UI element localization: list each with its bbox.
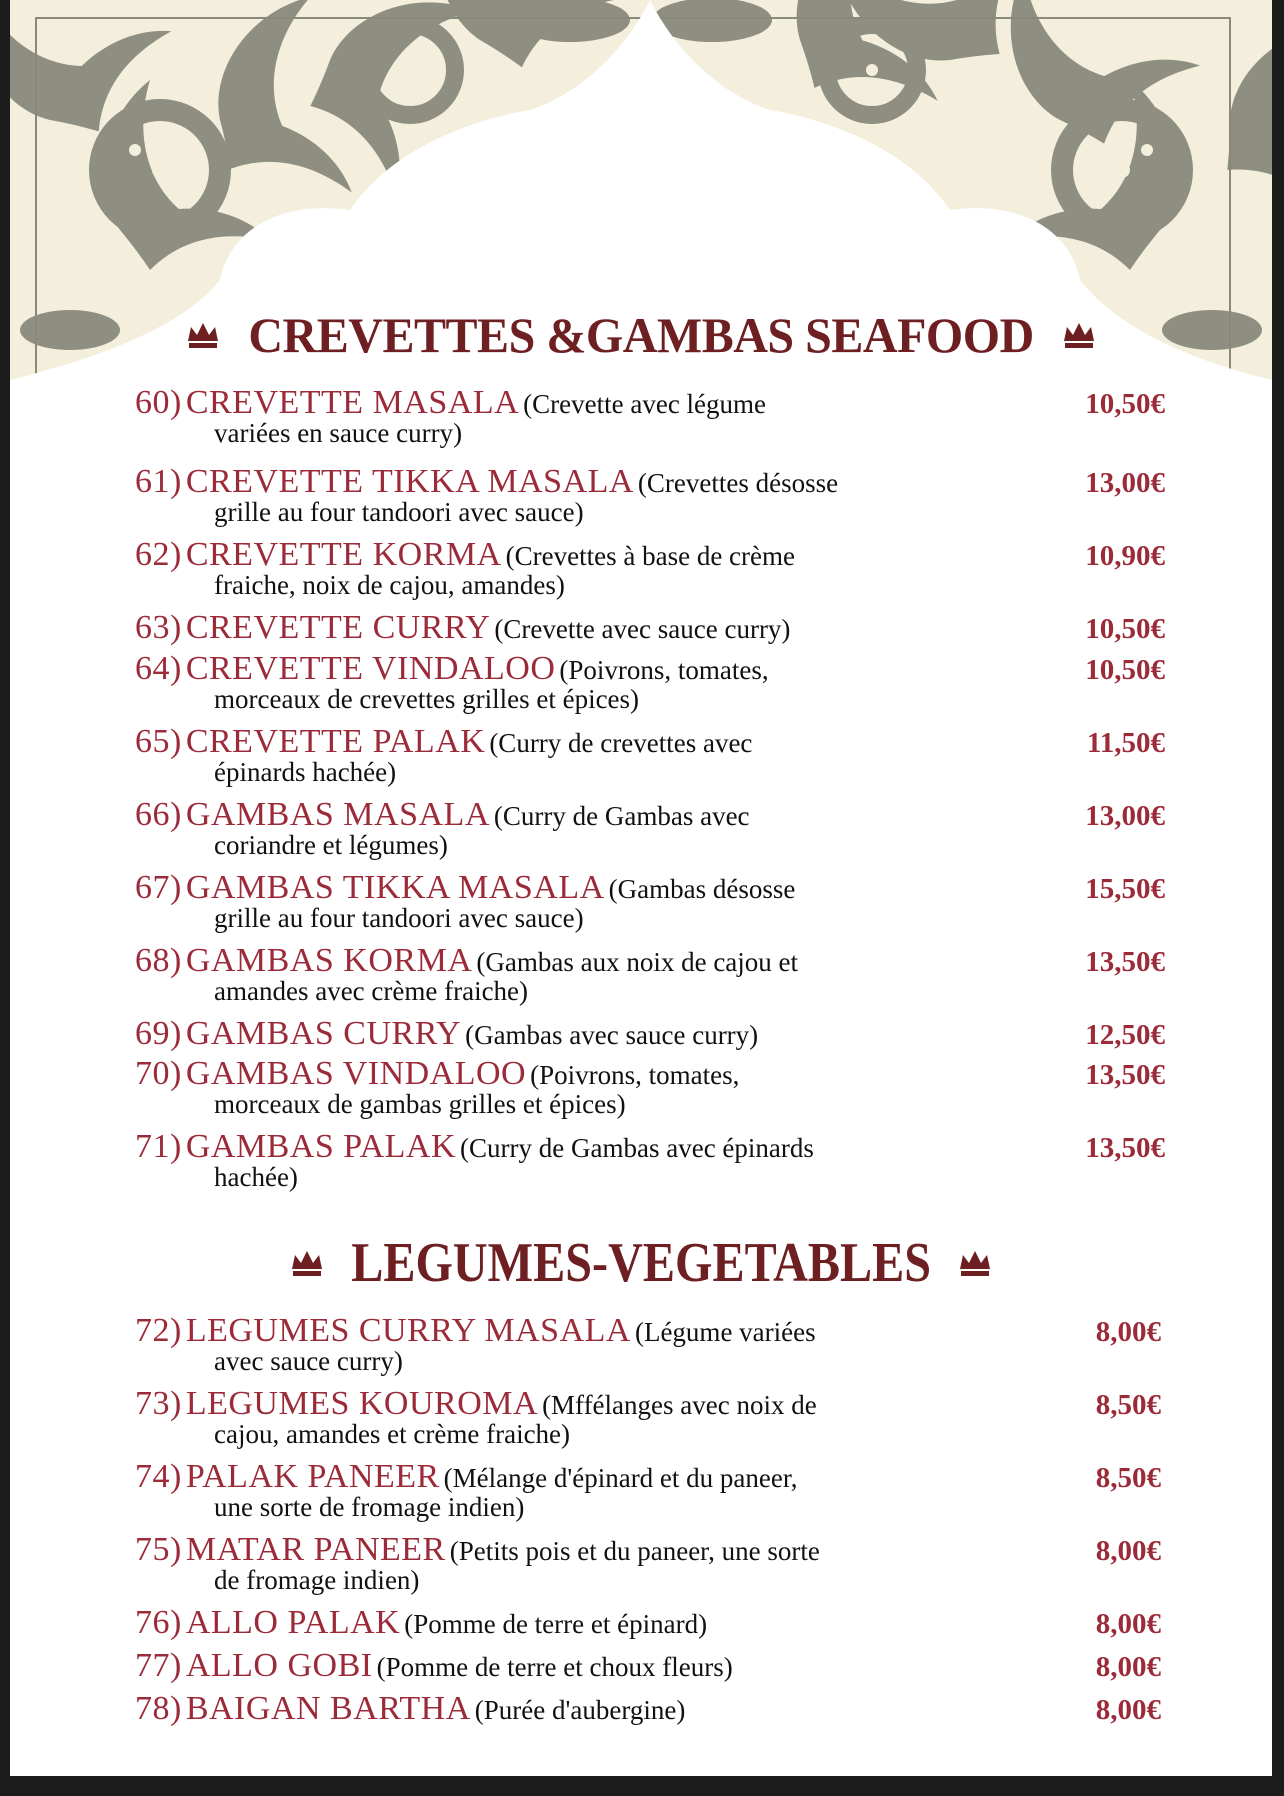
section-heading-seafood — [10, 300, 1272, 364]
item-price: 8,50€ — [1095, 1389, 1161, 1421]
item-name: GAMBAS KORMA — [185, 942, 473, 979]
crown-icon — [290, 1248, 324, 1278]
item-description: (Crevette avec sauce curry) — [494, 614, 791, 644]
item-price: 13,00€ — [1085, 467, 1165, 499]
menu-item — [135, 1647, 1165, 1687]
item-description: (Gambas aux noix de cajou et — [476, 947, 799, 977]
item-price: 10,50€ — [1085, 388, 1165, 420]
menu-item — [135, 609, 1165, 649]
section-title: LEGUMES-VEGETABLES — [351, 1232, 931, 1295]
item-name: LEGUMES CURRY MASALA — [185, 1312, 631, 1349]
item-price: 11,50€ — [1086, 727, 1165, 759]
item-description-cont: grille au four tandoori avec sauce) — [214, 903, 584, 933]
menu-item — [135, 650, 1165, 715]
menu-item — [135, 1015, 1165, 1055]
item-name: MATAR PANEER — [185, 1531, 446, 1568]
menu-item — [135, 1128, 1165, 1193]
item-name: PALAK PANEER — [185, 1458, 440, 1495]
item-description-cont: avec sauce curry) — [214, 1346, 403, 1376]
item-name: CREVETTE VINDALOO — [185, 650, 556, 687]
item-name: LEGUMES KOUROMA — [185, 1385, 539, 1422]
item-description: (Mélange d'épinard et du paneer, — [443, 1463, 798, 1493]
item-description: (Pomme de terre et épinard) — [404, 1609, 708, 1639]
item-number: 62) — [135, 536, 182, 573]
menu-item — [135, 536, 1165, 601]
item-name: CREVETTE PALAK — [185, 723, 486, 760]
item-number: 63) — [135, 609, 182, 646]
item-name: CREVETTE CURRY — [185, 609, 491, 646]
menu-page — [10, 0, 1272, 1776]
menu-item — [135, 796, 1165, 861]
item-description-cont: épinards hachée) — [214, 757, 397, 787]
item-name: GAMBAS VINDALOO — [185, 1055, 527, 1092]
crown-icon — [1062, 321, 1096, 349]
item-number: 66) — [135, 796, 182, 833]
item-description-cont: variées en sauce curry) — [214, 418, 463, 448]
item-number: 76) — [135, 1604, 182, 1641]
item-price: 13,50€ — [1085, 1132, 1165, 1164]
item-description: (Mffélanges avec noix de — [542, 1390, 817, 1420]
item-name: BAIGAN BARTHA — [185, 1690, 471, 1727]
item-number: 69) — [135, 1015, 182, 1052]
item-description-cont: coriandre et légumes) — [214, 830, 448, 860]
menu-item — [135, 1385, 1165, 1450]
menu-item — [135, 723, 1165, 788]
item-name: GAMBAS CURRY — [185, 1015, 462, 1052]
crown-icon — [186, 321, 220, 349]
item-price: 8,50€ — [1095, 1462, 1161, 1494]
item-description: (Crevettes à base de crème — [505, 541, 795, 571]
menu-item — [135, 384, 1165, 449]
item-description: (Poivrons, tomates, — [530, 1060, 740, 1090]
section-heading-vegetables — [10, 1226, 1272, 1295]
item-price: 13,50€ — [1085, 1059, 1165, 1091]
item-price: 13,50€ — [1085, 946, 1165, 978]
item-price: 8,00€ — [1095, 1316, 1161, 1348]
item-description: (Curry de Gambas avec épinards — [460, 1133, 814, 1163]
item-description-cont: une sorte de fromage indien) — [214, 1492, 525, 1522]
item-price: 8,00€ — [1095, 1694, 1161, 1726]
item-number: 61) — [135, 463, 182, 500]
menu-item — [135, 1604, 1165, 1644]
item-description: (Pomme de terre et choux fleurs) — [376, 1652, 733, 1682]
menu-item — [135, 1458, 1165, 1523]
item-name: GAMBAS MASALA — [185, 796, 490, 833]
item-name: GAMBAS PALAK — [185, 1128, 457, 1165]
item-number: 72) — [135, 1312, 182, 1349]
item-price: 13,00€ — [1085, 800, 1165, 832]
item-description: (Purée d'aubergine) — [474, 1695, 686, 1725]
menu-item — [135, 463, 1165, 528]
item-price: 10,50€ — [1085, 654, 1165, 686]
item-price: 10,50€ — [1085, 613, 1165, 645]
item-number: 65) — [135, 723, 182, 760]
item-number: 60) — [135, 384, 182, 421]
item-number: 77) — [135, 1647, 182, 1684]
item-description-cont: morceaux de crevettes grilles et épices) — [214, 684, 640, 714]
menu-item — [135, 942, 1165, 1007]
item-number: 70) — [135, 1055, 182, 1092]
item-number: 68) — [135, 942, 182, 979]
menu-item — [135, 1312, 1165, 1377]
item-description: (Gambas désosse — [608, 874, 796, 904]
item-price: 12,50€ — [1085, 1019, 1165, 1051]
menu-item — [135, 1055, 1165, 1120]
item-description: (Curry de crevettes avec — [489, 728, 753, 758]
item-price: 15,50€ — [1085, 873, 1165, 905]
menu-item — [135, 1690, 1165, 1730]
item-description: (Petits pois et du paneer, une sorte — [449, 1536, 820, 1566]
menu-item — [135, 869, 1165, 934]
item-description-cont: cajou, amandes et crème fraiche) — [214, 1419, 571, 1449]
item-name: CREVETTE KORMA — [185, 536, 502, 573]
section-title: CREVETTES &GAMBAS SEAFOOD — [248, 306, 1034, 363]
item-name: CREVETTE MASALA — [185, 384, 520, 421]
item-description-cont: fraiche, noix de cajou, amandes) — [214, 570, 565, 600]
item-description: (Curry de Gambas avec — [493, 801, 750, 831]
item-description: (Légume variées — [634, 1317, 816, 1347]
item-description: (Gambas avec sauce curry) — [465, 1020, 759, 1050]
item-price: 8,00€ — [1095, 1608, 1161, 1640]
item-description: (Poivrons, tomates, — [559, 655, 769, 685]
item-price: 10,90€ — [1085, 540, 1165, 572]
item-name: ALLO PALAK — [185, 1604, 401, 1641]
item-name: ALLO GOBI — [185, 1647, 373, 1684]
item-number: 67) — [135, 869, 182, 906]
item-price: 8,00€ — [1095, 1651, 1161, 1683]
item-description-cont: morceaux de gambas grilles et épices) — [214, 1089, 626, 1119]
item-name: GAMBAS TIKKA MASALA — [185, 869, 605, 906]
item-description-cont: hachée) — [214, 1162, 298, 1192]
item-number: 74) — [135, 1458, 182, 1495]
item-description-cont: amandes avec crème fraiche) — [214, 976, 529, 1006]
menu-item — [135, 1531, 1165, 1596]
item-number: 71) — [135, 1128, 182, 1165]
item-number: 64) — [135, 650, 182, 687]
item-name: CREVETTE TIKKA MASALA — [185, 463, 634, 500]
crown-icon — [958, 1248, 992, 1278]
item-description: (Crevette avec légume — [523, 389, 767, 419]
item-number: 73) — [135, 1385, 182, 1422]
item-number: 78) — [135, 1690, 182, 1727]
item-description-cont: grille au four tandoori avec sauce) — [214, 497, 584, 527]
item-price: 8,00€ — [1095, 1535, 1161, 1567]
item-description: (Crevettes désosse — [637, 468, 839, 498]
item-description-cont: de fromage indien) — [214, 1565, 420, 1595]
item-number: 75) — [135, 1531, 182, 1568]
